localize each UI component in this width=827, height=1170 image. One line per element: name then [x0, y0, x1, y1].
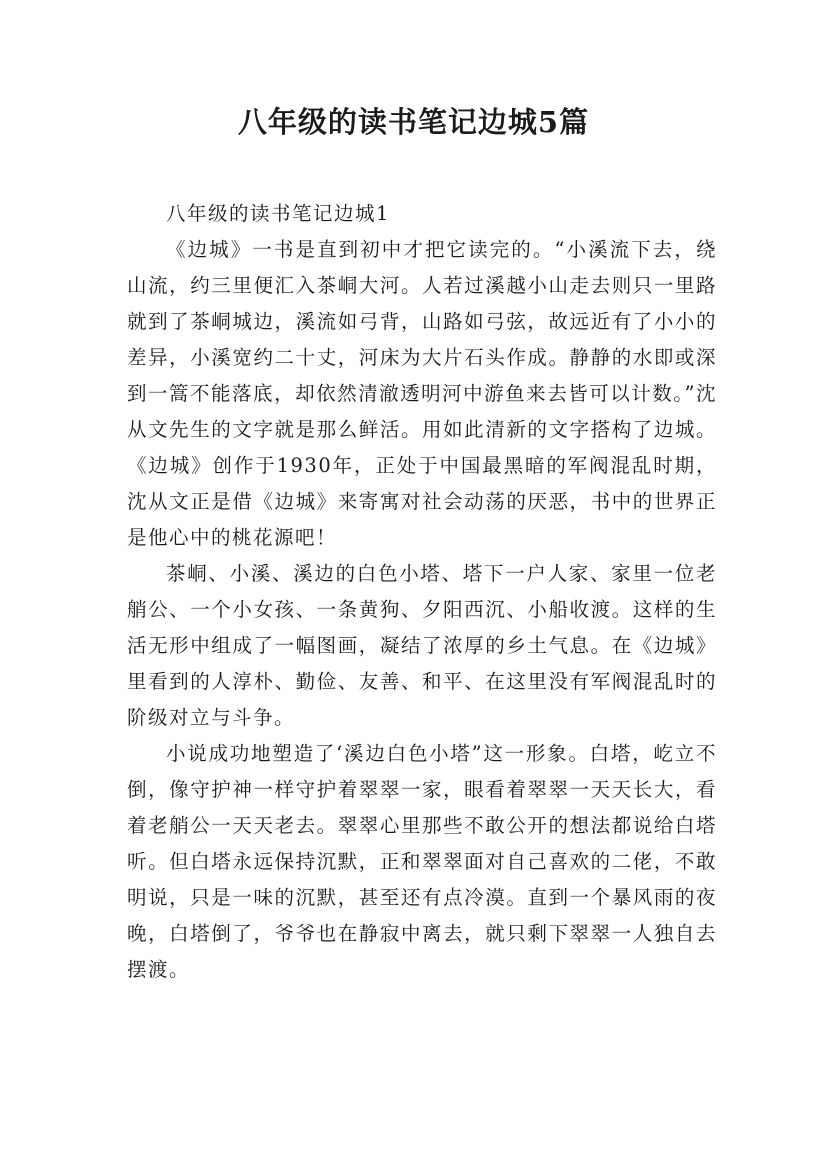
document-title: 八年级的读书笔记边城5篇: [237, 105, 590, 139]
document-body: [127, 196, 717, 988]
section-heading: 八年级的读书笔记边城1: [166, 202, 390, 225]
paragraph-3: 小说成功地塑造了‘溪边白色小塔”这一形象。白塔，屹立不倒，像守护神一样守护着翠翠一家，眼看着翠翠一天天长大，看着老艄公一天天老去。翠翠心里那些不敢公开的想法都说给白塔听。但白塔永远保持沉默，正和翠翠面对自己喜欢的二佬，不敢明说，只是一味的沉默，甚至还有点冷漠。直到一个暴风雨的夜晚，白塔倒了，爷爷也在静寂中离去，就只剩下翠翠一人独自去摆渡。: [127, 742, 717, 981]
paragraph-1: 《边城》一书是直到初中才把它读完的。“小溪流下去，绕山流，约三里便汇入茶峒大河。人若过溪越小山走去则只一里路就到了茶峒城边，溪流如弓背，山路如弓弦，故远近有了小小的差异，小溪宽约二十丈，河床为大片石头作成。静静的水即或深到一篙不能落底，却依然清澈透明河中游鱼来去皆可以计数。”沈从文先生的文字就是那么鲜活。用如此清新的文字搭构了边城。《边城》创作于1930年，正处于中国最黑暗的军阀混乱时期，沈从文正是借《边城》来寄寓对社会动荡的厌恶，书中的世界正是他心中的桃花源吧！: [127, 238, 717, 549]
paragraph-2: 茶峒、小溪、溪边的白色小塔、塔下一户人家、家里一位老艄公、一个小女孩、一条黄狗、夕阳西沉、小船收渡。这样的生活无形中组成了一幅图画，凝结了浓厚的乡土气息。在《边城》里看到的人淳朴、勤俭、友善、和平、在这里没有军阀混乱时的阶级对立与斗争。: [127, 562, 717, 729]
